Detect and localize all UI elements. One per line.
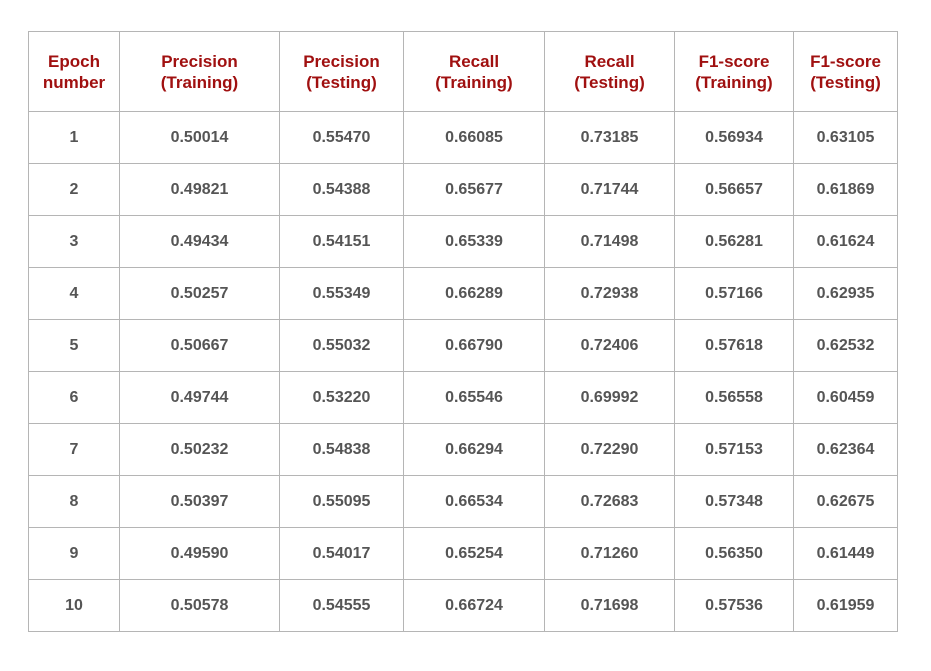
precision-training-cell: 0.50578 [120, 580, 280, 632]
epoch-cell: 8 [29, 476, 120, 528]
recall-training-cell: 0.66790 [404, 320, 545, 372]
header-f1-training [675, 32, 794, 112]
recall-testing-cell: 0.69992 [545, 372, 675, 424]
header-line: Precision [161, 51, 238, 71]
header-precision-training [120, 32, 280, 112]
f1-testing-cell: 0.63105 [794, 112, 898, 164]
precision-testing-cell: 0.55349 [280, 268, 404, 320]
f1-testing-cell: 0.61624 [794, 216, 898, 268]
epoch-cell: 9 [29, 528, 120, 580]
f1-testing-cell: 0.62532 [794, 320, 898, 372]
header-line: Epoch [48, 51, 100, 71]
header-line: (Testing) [810, 72, 881, 92]
table-row [29, 164, 898, 216]
recall-training-cell: 0.65254 [404, 528, 545, 580]
header-row [29, 32, 898, 112]
header-line: number [42, 72, 106, 92]
f1-training-cell: 0.57348 [675, 476, 794, 528]
epoch-cell: 5 [29, 320, 120, 372]
recall-testing-cell: 0.72683 [545, 476, 675, 528]
precision-testing-cell: 0.54838 [280, 424, 404, 476]
precision-training-cell: 0.49590 [120, 528, 280, 580]
table-row [29, 476, 898, 528]
table-row [29, 424, 898, 476]
precision-training-cell: 0.50232 [120, 424, 280, 476]
recall-testing-cell: 0.71744 [545, 164, 675, 216]
header-line: F1-score [698, 51, 770, 71]
metrics-table [28, 31, 898, 632]
recall-training-cell: 0.66534 [404, 476, 545, 528]
header-recall-testing [545, 32, 675, 112]
f1-training-cell: 0.56558 [675, 372, 794, 424]
epoch-cell: 6 [29, 372, 120, 424]
f1-training-cell: 0.57153 [675, 424, 794, 476]
table-row [29, 372, 898, 424]
recall-training-cell: 0.66294 [404, 424, 545, 476]
recall-testing-cell: 0.71260 [545, 528, 675, 580]
header-f1-testing [794, 32, 898, 112]
precision-training-cell: 0.50257 [120, 268, 280, 320]
f1-testing-cell: 0.61869 [794, 164, 898, 216]
f1-testing-cell: 0.60459 [794, 372, 898, 424]
header-line: Recall [584, 51, 635, 71]
header-line: (Training) [695, 72, 773, 92]
f1-testing-cell: 0.62675 [794, 476, 898, 528]
table-row [29, 320, 898, 372]
table-row [29, 528, 898, 580]
precision-testing-cell: 0.54151 [280, 216, 404, 268]
header-line: Precision [303, 51, 380, 71]
precision-testing-cell: 0.54555 [280, 580, 404, 632]
recall-testing-cell: 0.72406 [545, 320, 675, 372]
precision-training-cell: 0.50667 [120, 320, 280, 372]
recall-testing-cell: 0.72290 [545, 424, 675, 476]
f1-training-cell: 0.57618 [675, 320, 794, 372]
table-body [29, 112, 898, 632]
precision-testing-cell: 0.55032 [280, 320, 404, 372]
header-epoch-number [29, 32, 120, 112]
header-line: (Training) [160, 72, 239, 92]
precision-training-cell: 0.49821 [120, 164, 280, 216]
f1-testing-cell: 0.61449 [794, 528, 898, 580]
epoch-cell: 2 [29, 164, 120, 216]
precision-training-cell: 0.50397 [120, 476, 280, 528]
f1-training-cell: 0.56350 [675, 528, 794, 580]
table-row [29, 216, 898, 268]
precision-testing-cell: 0.55470 [280, 112, 404, 164]
recall-training-cell: 0.66724 [404, 580, 545, 632]
f1-training-cell: 0.57166 [675, 268, 794, 320]
f1-training-cell: 0.57536 [675, 580, 794, 632]
precision-testing-cell: 0.54017 [280, 528, 404, 580]
recall-training-cell: 0.65339 [404, 216, 545, 268]
recall-training-cell: 0.65546 [404, 372, 545, 424]
precision-training-cell: 0.49744 [120, 372, 280, 424]
f1-training-cell: 0.56934 [675, 112, 794, 164]
precision-testing-cell: 0.53220 [280, 372, 404, 424]
header-line: Recall [448, 51, 500, 71]
table-header [29, 32, 898, 112]
header-line: (Testing) [574, 72, 645, 92]
header-precision-testing [280, 32, 404, 112]
f1-testing-cell: 0.62364 [794, 424, 898, 476]
recall-testing-cell: 0.73185 [545, 112, 675, 164]
f1-testing-cell: 0.62935 [794, 268, 898, 320]
f1-testing-cell: 0.61959 [794, 580, 898, 632]
header-line: (Training) [435, 72, 513, 92]
recall-training-cell: 0.66085 [404, 112, 545, 164]
f1-training-cell: 0.56281 [675, 216, 794, 268]
recall-testing-cell: 0.71698 [545, 580, 675, 632]
table-row [29, 580, 898, 632]
table-row [29, 268, 898, 320]
table-row [29, 112, 898, 164]
epoch-cell: 7 [29, 424, 120, 476]
recall-training-cell: 0.66289 [404, 268, 545, 320]
epoch-cell: 10 [29, 580, 120, 632]
recall-training-cell: 0.65677 [404, 164, 545, 216]
precision-testing-cell: 0.55095 [280, 476, 404, 528]
f1-training-cell: 0.56657 [675, 164, 794, 216]
header-recall-training [404, 32, 545, 112]
header-line: F1-score [810, 51, 881, 71]
recall-testing-cell: 0.71498 [545, 216, 675, 268]
precision-training-cell: 0.50014 [120, 112, 280, 164]
precision-testing-cell: 0.54388 [280, 164, 404, 216]
epoch-cell: 4 [29, 268, 120, 320]
precision-training-cell: 0.49434 [120, 216, 280, 268]
recall-testing-cell: 0.72938 [545, 268, 675, 320]
epoch-cell: 3 [29, 216, 120, 268]
epoch-cell: 1 [29, 112, 120, 164]
header-line: (Testing) [306, 72, 377, 92]
